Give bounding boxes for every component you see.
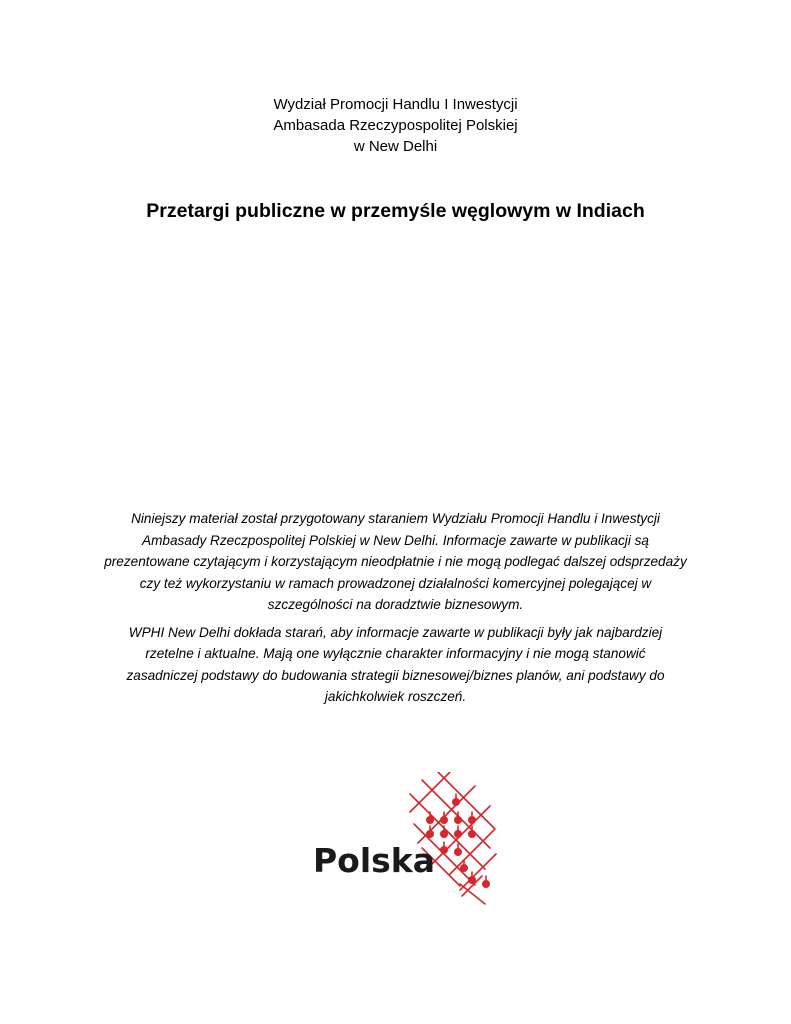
disclaimer-paragraph-1 — [60, 508, 731, 616]
polska-logo — [310, 772, 510, 912]
disclaimer — [60, 508, 731, 708]
header-line-embassy: Ambasada Rzeczypospolitej Polskiej — [273, 117, 518, 134]
pattern-dot — [454, 830, 462, 838]
pattern-dot — [426, 816, 434, 824]
header-line-city: w New Delhi — [353, 138, 438, 155]
disclaimer-p1-line-4: czy też wykorzystaniu w ramach prowadzonej działalności komercyjnej polegającej w — [139, 575, 652, 591]
disclaimer-p1-line-5: szczególności na doradztwie biznesowym. — [267, 597, 524, 612]
folk-pattern-icon — [410, 772, 496, 904]
pattern-dot — [440, 816, 448, 824]
disclaimer-paragraph-2 — [60, 622, 731, 708]
disclaimer-p2-line-2: rzetelne i aktualne. Mają one wyłącznie charakter informacyjny i nie mogą stanowić — [145, 646, 646, 661]
pattern-line — [410, 772, 450, 812]
pattern-dot — [440, 846, 448, 854]
polska-logo-graphic — [310, 772, 510, 912]
pattern-dot — [452, 798, 460, 806]
pattern-dot — [468, 876, 476, 884]
pattern-dot — [454, 848, 462, 856]
header — [0, 94, 791, 157]
pattern-dot — [468, 816, 476, 824]
pattern-dot — [468, 830, 476, 838]
pattern-dot — [440, 830, 448, 838]
pattern-dot — [482, 880, 490, 888]
pattern-dot — [426, 830, 434, 838]
pattern-dot — [460, 864, 468, 872]
disclaimer-p1-line-3: prezentowane czytającym i korzystającym nieodpłatnie i nie mogą podlegać dalszej odsprzedaży — [104, 554, 687, 569]
disclaimer-p1-line-2: Ambasady Rzeczpospolitej Polskiej w New Delhi. Informacje zawarte w publikacji są — [142, 532, 649, 548]
pattern-dot — [454, 816, 462, 824]
polska-wordmark: Polska — [313, 841, 436, 880]
disclaimer-p2-line-1: WPHI New Delhi dokłada starań, aby informacje zawarte w publikacji były jak najbardziej — [128, 624, 663, 640]
disclaimer-p2-line-4: jakichkolwiek roszczeń. — [324, 689, 467, 704]
document-title: Przetargi publiczne w przemyśle węglowym w Indiach — [146, 200, 645, 222]
disclaimer-p2-line-3: zasadniczej podstawy do budowania strategii biznesowej/biznes planów, ani podstawy do — [126, 667, 665, 683]
header-line-department: Wydział Promocji Handlu I Inwestycji — [273, 96, 518, 113]
disclaimer-p1-line-1: Niniejszy materiał został przygotowany staraniem Wydziału Promocji Handlu i Inwestycji — [131, 511, 660, 526]
